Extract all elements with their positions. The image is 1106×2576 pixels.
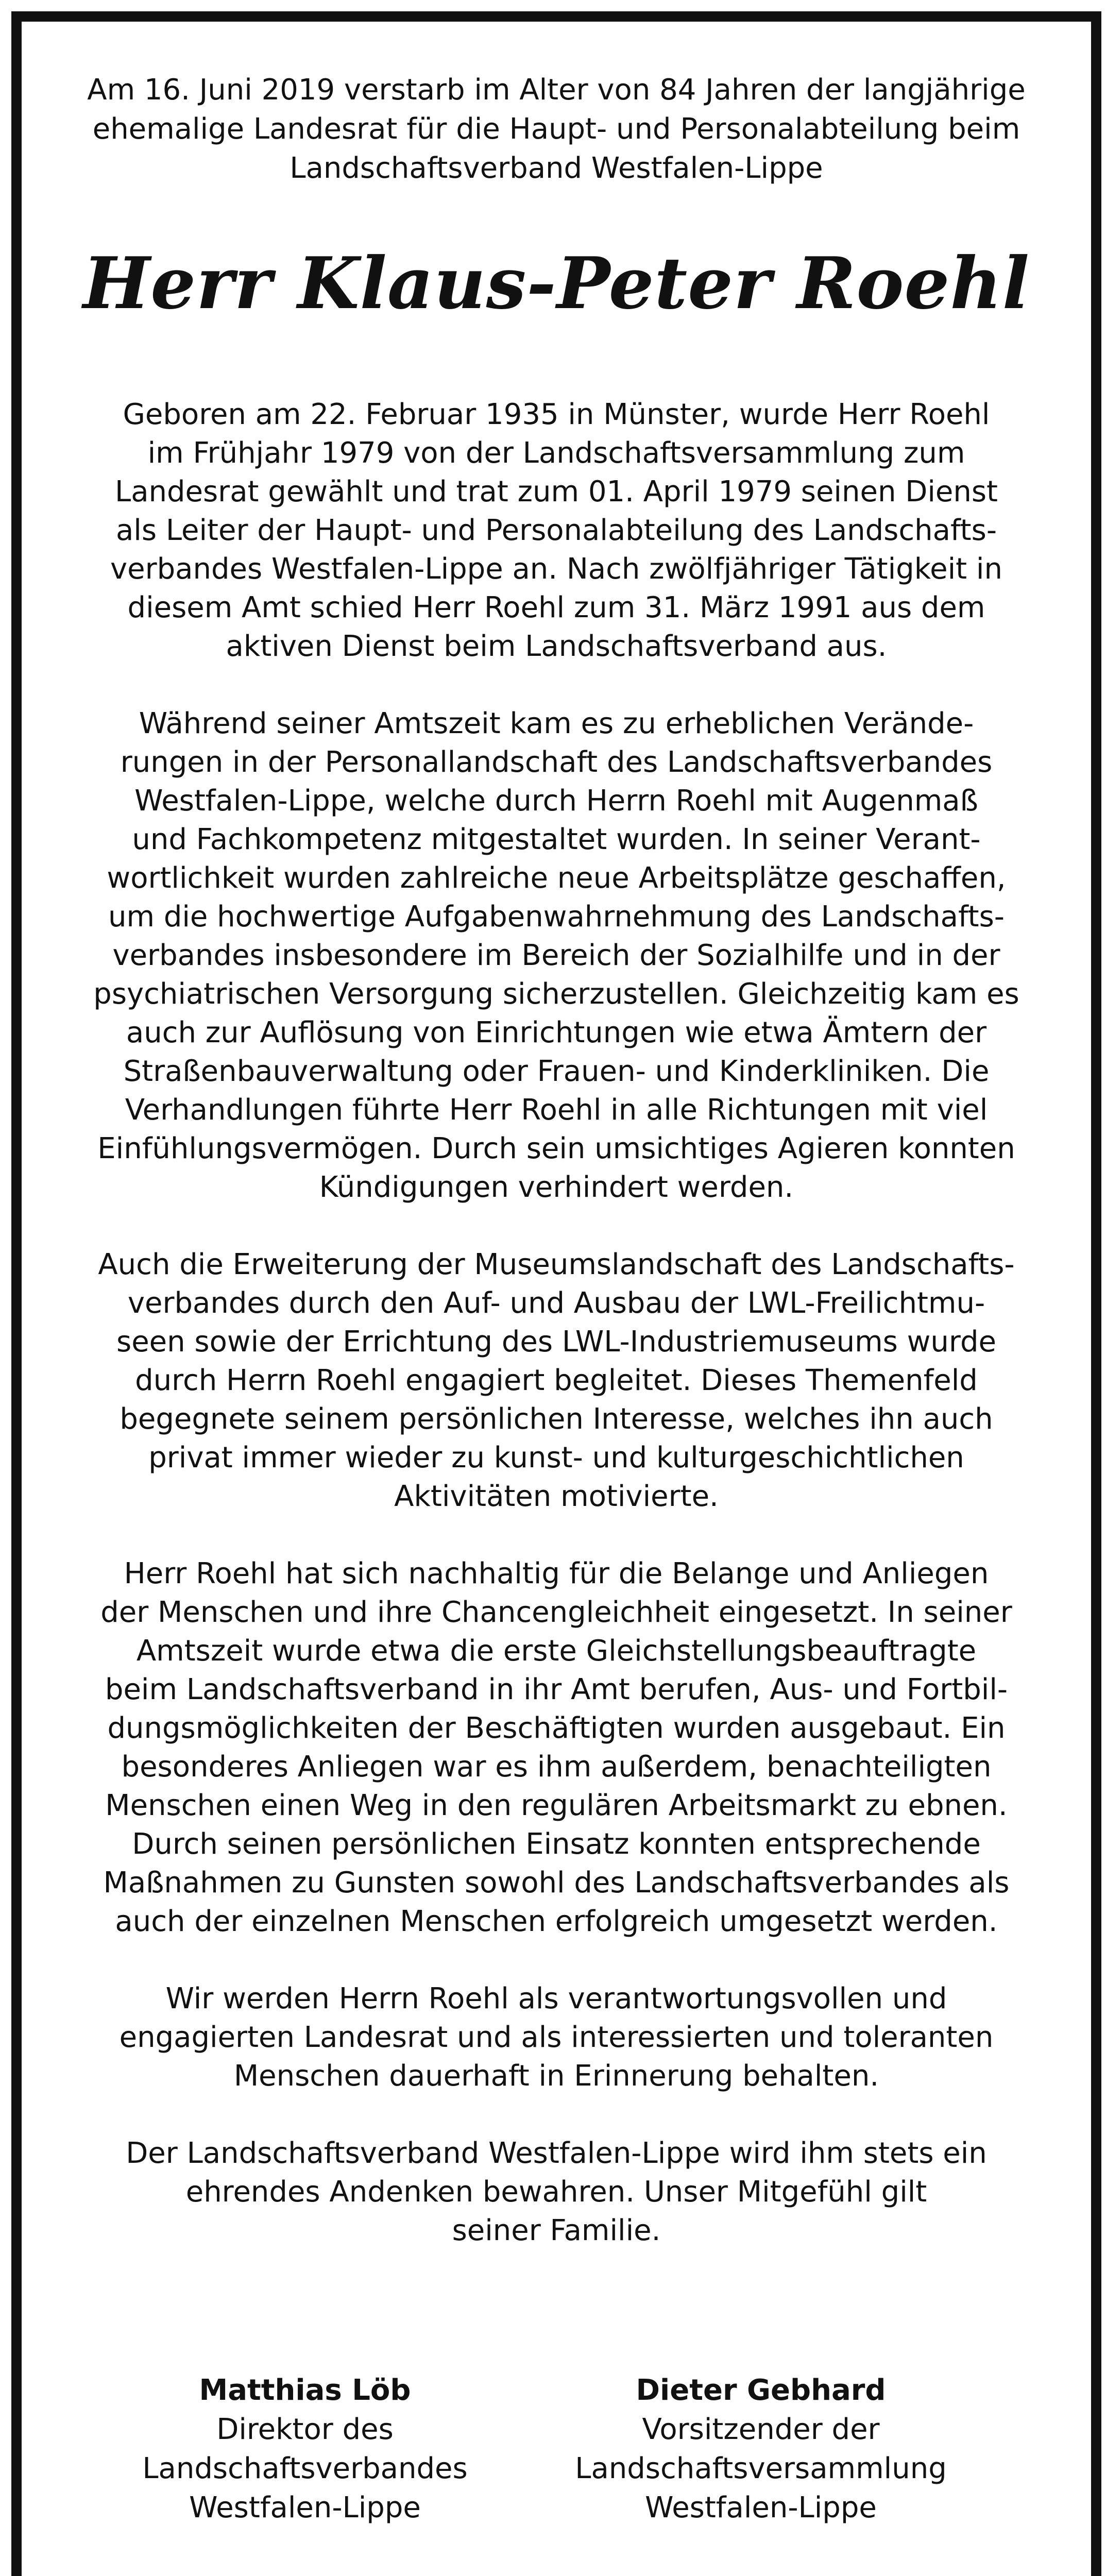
obituary-notice — [11, 11, 1101, 2576]
obituary-body — [22, 395, 1091, 2289]
text-line: wortlichkeit wurden zahlreiche neue Arbeitsplätze geschaffen, — [107, 861, 1006, 895]
paragraph-equality — [22, 1554, 1091, 1941]
text-line: Menschen einen Weg in den regulären Arbeitsmarkt zu ebnen. — [105, 1789, 1008, 1822]
text-line: Durch seinen persönlichen Einsatz konnten entsprechende — [132, 1827, 981, 1861]
text-line: Straßenbauverwaltung oder Frauen- und Kinderkliniken. Die — [123, 1055, 990, 1088]
deceased-name: Herr Klaus-Peter Roehl — [82, 241, 1030, 325]
text-line: Amtszeit wurde etwa die erste Gleichstellungsbeauftragte — [136, 1634, 977, 1668]
text-line: Aktivitäten motivierte. — [394, 1480, 719, 1513]
intro-line: Am 16. Juni 2019 verstarb im Alter von 84 Jahren der langjährige — [87, 73, 1026, 107]
text-line: auch zur Auflösung von Einrichtungen wie etwa Ämtern der — [126, 1016, 987, 1049]
paragraph-tenure — [22, 704, 1091, 1207]
text-line: durch Herrn Roehl engagiert begleitet. Dieses Themenfeld — [135, 1364, 978, 1397]
text-line: Auch die Erweiterung der Museumslandschaft des Landschafts- — [98, 1248, 1015, 1281]
text-line: auch der einzelnen Menschen erfolgreich umgesetzt werden. — [115, 1905, 998, 1938]
text-line: psychiatrischen Versorgung sicherzustellen. Gleichzeitig kam es — [93, 977, 1019, 1011]
text-line: verbandes durch den Auf- und Ausbau der LWL-Freilichtmu- — [127, 1286, 985, 1320]
text-line: im Frühjahr 1979 von der Landschaftsversammlung zum — [147, 436, 965, 470]
signature-block-chairman — [565, 2371, 957, 2528]
text-line: seiner Familie. — [452, 2214, 661, 2247]
text-line: Einfühlungsvermögen. Durch sein umsichtiges Agieren konnten — [97, 1132, 1015, 1165]
signatory-role-line: Landschaftsverbandes — [142, 2452, 468, 2485]
intro-line: ehemalige Landesrat für die Haupt- und Personalabteilung beim — [92, 112, 1020, 146]
text-line: verbandes Westfalen-Lippe an. Nach zwölfjähriger Tätigkeit in — [110, 552, 1002, 586]
signatory-role-line: Westfalen-Lippe — [189, 2491, 421, 2524]
text-line: seen sowie der Errichtung des LWL-Industriemuseums wurde — [116, 1325, 996, 1359]
text-line: beim Landschaftsverband in ihr Amt berufen, Aus- und Fortbil- — [105, 1673, 1008, 1706]
signatory-role-line: Westfalen-Lippe — [645, 2491, 877, 2524]
paragraph-remembrance — [22, 1979, 1091, 2095]
text-line: Verhandlungen führte Herr Roehl in alle Richtungen mit viel — [125, 1093, 988, 1127]
paragraph-museums — [22, 1245, 1091, 1516]
intro-text — [22, 71, 1091, 188]
paragraph-biography — [22, 395, 1091, 666]
signatory-name: Matthias Löb — [199, 2374, 411, 2407]
text-line: Kündigungen verhindert werden. — [319, 1171, 794, 1204]
text-line: Während seiner Amtszeit kam es zu erheblichen Verände- — [139, 707, 974, 740]
signatory-name: Dieter Gebhard — [636, 2374, 886, 2407]
paragraph-condolence — [22, 2134, 1091, 2250]
text-line: privat immer wieder zu kunst- und kulturgeschichtlichen — [148, 1441, 964, 1475]
text-line: und Fachkompetenz mitgestaltet wurden. In seiner Verant- — [132, 823, 981, 856]
text-line: besonderes Anliegen war es ihm außerdem, benachteiligten — [121, 1750, 992, 1784]
text-line: Landesrat gewählt und trat zum 01. April 1979 seinen Dienst — [115, 475, 998, 509]
signatory-role-line: Vorsitzender der — [642, 2413, 880, 2446]
text-line: der Menschen und ihre Chancengleichheit eingesetzt. In seiner — [100, 1596, 1012, 1629]
text-line: ehrendes Andenken bewahren. Unser Mitgefühl gilt — [185, 2175, 927, 2209]
text-line: dungsmöglichkeiten der Beschäftigten wurden ausgebaut. Ein — [107, 1711, 1006, 1745]
text-line: engagierten Landesrat und als interessierten und toleranten — [119, 2021, 994, 2054]
text-line: diesem Amt schied Herr Roehl zum 31. März 1991 aus dem — [127, 591, 985, 624]
text-line: verbandes insbesondere im Bereich der Sozialhilfe und in der — [112, 939, 1000, 972]
text-line: um die hochwertige Aufgabenwahrnehmung des Landschafts- — [108, 900, 1005, 934]
text-line: Maßnahmen zu Gunsten sowohl des Landschaftsverbandes als — [103, 1866, 1010, 1900]
text-line: begegnete seinem persönlichen Interesse, welches ihn auch — [120, 1402, 993, 1436]
text-line: als Leiter der Haupt- und Personalabteilung des Landschafts- — [115, 514, 997, 547]
text-line: Geboren am 22. Februar 1935 in Münster, wurde Herr Roehl — [123, 398, 990, 431]
signature-block-director — [109, 2371, 501, 2528]
text-line: Herr Roehl hat sich nachhaltig für die Belange und Anliegen — [124, 1557, 989, 1590]
text-line: Westfalen-Lippe, welche durch Herrn Roehl mit Augenmaß — [134, 784, 978, 818]
text-line: Wir werden Herrn Roehl als verantwortungsvollen und — [165, 1982, 947, 2015]
text-line: Der Landschaftsverband Westfalen-Lippe wird ihm stets ein — [126, 2137, 987, 2170]
text-line: Menschen dauerhaft in Erinnerung behalten. — [233, 2059, 879, 2093]
signatory-role-line: Direktor des — [216, 2413, 394, 2446]
intro-line: Landschaftsverband Westfalen-Lippe — [290, 151, 823, 185]
signatory-role-line: Landschaftsversammlung — [575, 2452, 947, 2485]
text-line: rungen in der Personallandschaft des Landschaftsverbandes — [120, 745, 993, 779]
text-line: aktiven Dienst beim Landschaftsverband aus. — [226, 630, 887, 663]
